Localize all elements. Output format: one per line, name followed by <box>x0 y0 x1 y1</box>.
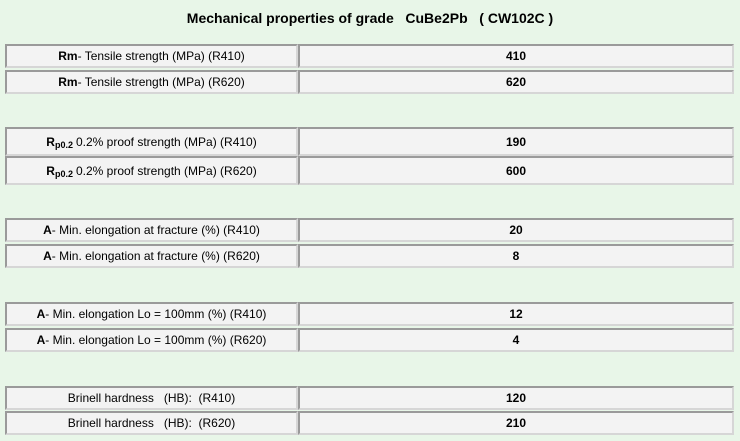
property-text: 0.2% proof strength (MPa) (R410) <box>75 134 257 149</box>
property-value: 120 <box>298 386 734 410</box>
property-label <box>5 127 298 156</box>
property-text: - Min. elongation at fracture (%) (R620) <box>51 249 260 263</box>
property-value: 620 <box>298 70 734 94</box>
property-symbol: A <box>36 333 46 347</box>
table-row <box>5 70 734 94</box>
property-text: - Min. elongation Lo = 100mm (%) (R620) <box>45 333 267 347</box>
property-label <box>5 70 298 94</box>
table-row <box>5 302 734 326</box>
table-row <box>5 44 734 68</box>
page-title: Mechanical properties of grade CuBe2Pb ( CW102C ) <box>186 10 554 26</box>
table-row <box>5 328 734 352</box>
property-label: Brinell hardness (HB): (R620) <box>5 411 298 435</box>
property-value: 410 <box>298 44 734 68</box>
property-symbol: A <box>36 307 46 321</box>
property-value: 210 <box>298 411 734 435</box>
property-symbol: A <box>43 223 52 237</box>
table-row <box>5 218 734 242</box>
property-subscript: p0.2 <box>54 168 73 179</box>
property-label <box>5 328 298 352</box>
property-label: Brinell hardness (HB): (R410) <box>5 386 298 410</box>
table-row <box>5 244 734 268</box>
property-symbol: R <box>46 134 55 149</box>
property-label <box>5 302 298 326</box>
property-value: 8 <box>298 244 734 268</box>
property-subscript: p0.2 <box>54 139 73 150</box>
property-label <box>5 156 298 185</box>
table-row <box>5 156 734 185</box>
property-text: - Tensile strength (MPa) (R620) <box>77 75 245 89</box>
property-label <box>5 244 298 268</box>
property-text: - Min. elongation at fracture (%) (R410) <box>51 223 260 237</box>
table-row <box>5 127 734 156</box>
property-label <box>5 218 298 242</box>
table-row <box>5 386 734 410</box>
property-value: 190 <box>298 127 734 156</box>
property-value: 20 <box>298 218 734 242</box>
property-symbol: R <box>46 163 55 178</box>
property-value: 600 <box>298 156 734 185</box>
property-symbol: A <box>43 249 52 263</box>
property-symbol: Rm <box>58 49 78 63</box>
property-text: - Tensile strength (MPa) (R410) <box>77 49 245 63</box>
property-value: 4 <box>298 328 734 352</box>
property-value: 12 <box>298 302 734 326</box>
property-symbol: Rm <box>58 75 78 89</box>
table-row <box>5 411 734 435</box>
property-text: 0.2% proof strength (MPa) (R620) <box>75 163 257 178</box>
property-text: - Min. elongation Lo = 100mm (%) (R410) <box>45 307 267 321</box>
property-label <box>5 44 298 68</box>
